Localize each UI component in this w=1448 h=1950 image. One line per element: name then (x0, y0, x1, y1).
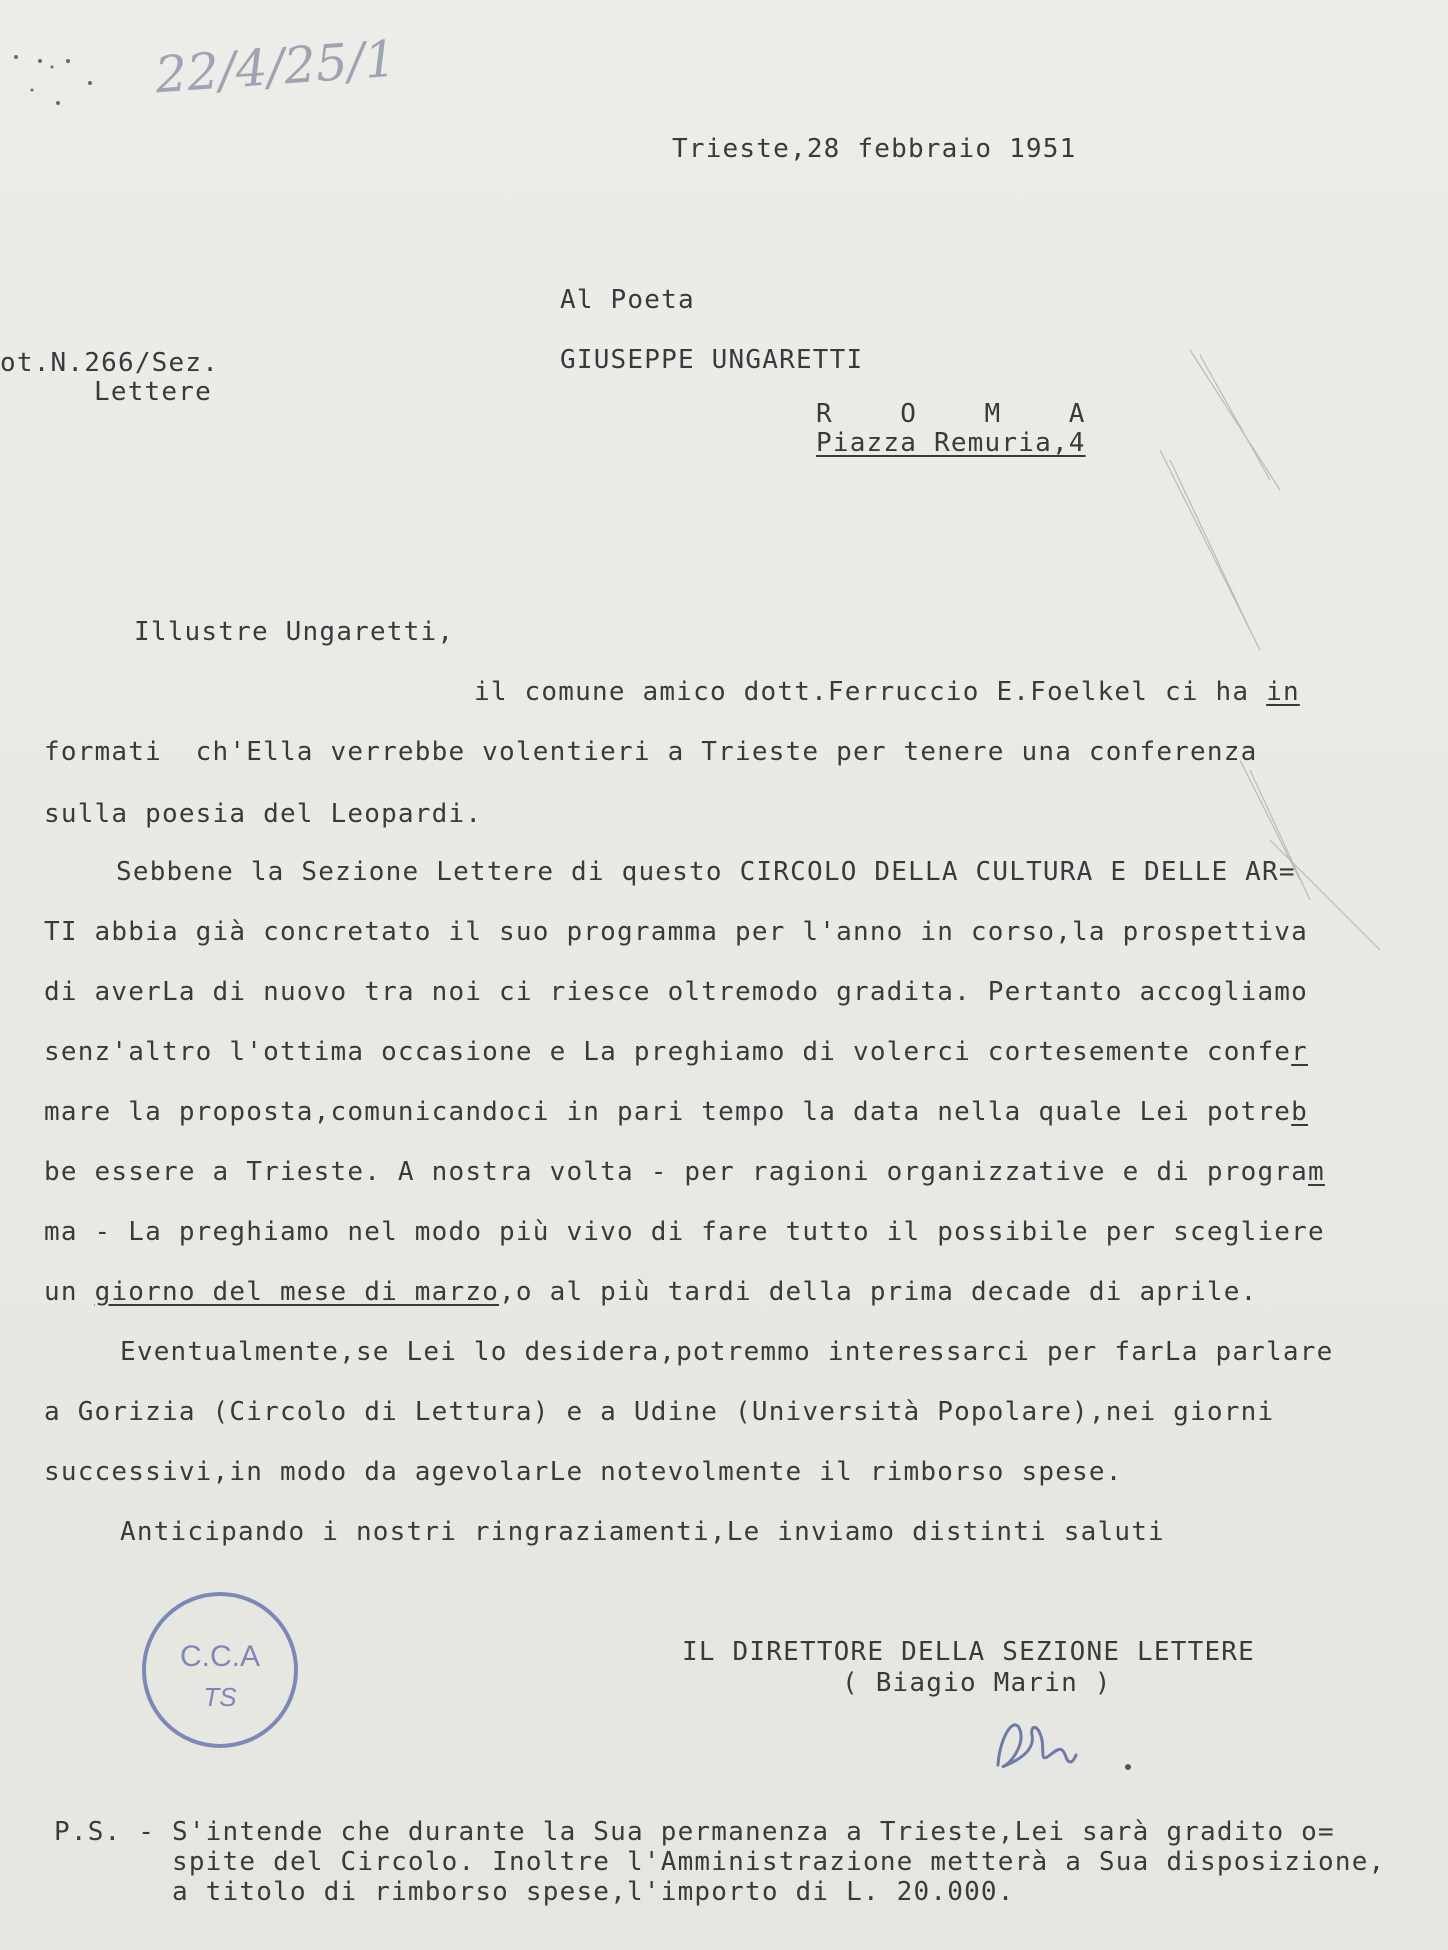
body-line-7: senz'altro l'ottima occasione e La preghiamo di volerci cortesemente confer (44, 1037, 1309, 1067)
signature-title: IL DIRETTORE DELLA SEZIONE LETTERE (682, 1637, 1256, 1667)
circle-stamp (138, 1588, 302, 1752)
postscript-line-3: a titolo di rimborso spese,l'importo di L. 20.000. (54, 1877, 1015, 1907)
ink-dots-mark (10, 45, 110, 115)
addressee-street: Piazza Remuria,4 (816, 428, 1086, 458)
addressee-title: Al Poeta (560, 285, 695, 315)
addressee-name: GIUSEPPE UNGARETTI (560, 345, 864, 375)
date-line: Trieste,28 febbraio 1951 (672, 134, 1077, 164)
body-line-4: Sebbene la Sezione Lettere di questo CIRCOLO DELLA CULTURA E DELLE AR= (116, 857, 1296, 887)
stamp-line-2: TS (203, 1682, 237, 1712)
body-line-2: formati ch'Ella verrebbe volentieri a Trieste per tenere una conferenza (44, 737, 1258, 767)
pencil-strokes (1150, 340, 1400, 960)
handwritten-signature (980, 1705, 1140, 1795)
addressee-city: R O M A (816, 399, 1086, 429)
body-line-11: un giorno del mese di marzo,o al più tardi della prima decade di aprile. (44, 1277, 1258, 1307)
body-line-3: sulla poesia del Leopardi. (44, 799, 483, 829)
salutation: Illustre Ungaretti, (134, 617, 455, 647)
body-line-13: a Gorizia (Circolo di Lettura) e a Udine (Università Popolare),nei giorni (44, 1397, 1275, 1427)
body-line-9: be essere a Trieste. A nostra volta - per ragioni organizzative e di program (44, 1157, 1325, 1187)
postscript-line-1: P.S. - S'intende che durante la Sua permanenza a Trieste,Lei sarà gradito o= (54, 1817, 1335, 1847)
body-line-10: ma - La preghiamo nel modo più vivo di fare tutto il possibile per scegliere (44, 1217, 1325, 1247)
signature-name: ( Biagio Marin ) (842, 1668, 1112, 1698)
body-line-12: Eventualmente,se Lei lo desidera,potremmo interessarci per farLa parlare (120, 1337, 1334, 1367)
body-line-6: di averLa di nuovo tra noi ci riesce oltremodo gradita. Pertanto accogliamo (44, 977, 1308, 1007)
closing-line: Anticipando i nostri ringraziamenti,Le inviamo distinti saluti (120, 1517, 1165, 1547)
body-line-1: il comune amico dott.Ferruccio E.Foelkel ci ha in (474, 677, 1300, 707)
body-line-8: mare la proposta,comunicandoci in pari tempo la data nella quale Lei potreb (44, 1097, 1309, 1127)
postscript-line-2: spite del Circolo. Inoltre l'Amministrazione metterà a Sua disposizione, (54, 1847, 1386, 1877)
protocol-number: ot.N.266/Sez. (0, 348, 220, 378)
protocol-section: Lettere (94, 377, 212, 407)
archive-mark: 22/4/25/1 (153, 29, 399, 105)
body-line-5: TI abbia già concretato il suo programma per l'anno in corso,la prospettiva (44, 917, 1308, 947)
stamp-line-1: C.C.A (179, 1640, 261, 1673)
body-line-14: successivi,in modo da agevolarLe notevolmente il rimborso spese. (44, 1457, 1123, 1487)
